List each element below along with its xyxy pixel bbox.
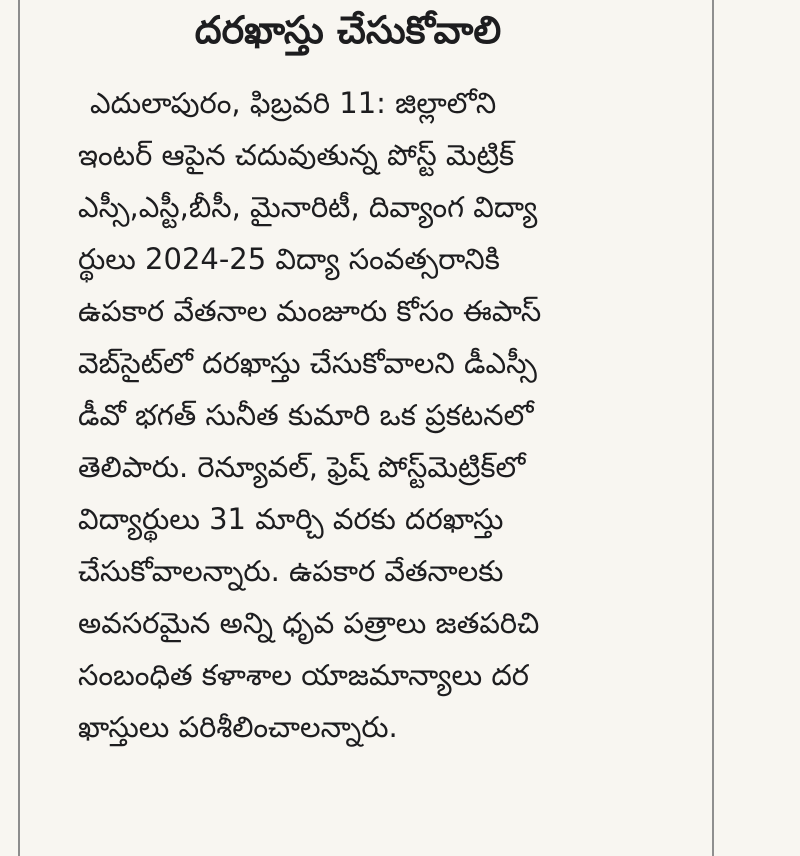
article-line: డీవో భగత్ సునీత కుమారి ఒక ప్రకటనలో [78, 398, 534, 432]
article-line: సంబంధిత కళాశాల యాజమాన్యాలు దర [78, 658, 529, 692]
article-line: ర్థులు 2024-25 విద్యా సంవత్సరానికి [78, 242, 500, 276]
left-border-rule [18, 0, 20, 856]
article-line: తెలిపారు. రెన్యూవల్, ఫ్రెష్ పోస్ట్‌మెట్రిక్‌లో [78, 450, 526, 484]
article-line: ఖాస్తులు పరిశీలించాలన్నారు. [78, 710, 398, 744]
article-line: ఎదులాపురం, ఫిబ్రవరి 11: జిల్లాలోని [90, 86, 497, 120]
article-line: వెబ్‌సైట్‌లో దరఖాస్తు చేసుకోవాలని డీఎస్సీ [78, 346, 537, 380]
article-body [78, 80, 702, 756]
article-line: విద్యార్థులు 31 మార్చి వరకు దరఖాస్తు [78, 502, 504, 536]
column-divider [712, 0, 714, 856]
article-line: చేసుకోవాలన్నారు. ఉపకార వేతనాలకు [78, 554, 504, 588]
article-line: ఇంటర్ ఆపైన చదువుతున్న పోస్ట్ మెట్రిక్ [78, 138, 515, 172]
article-line: అవసరమైన అన్ని ధృవ పత్రాలు జతపరిచి [78, 606, 540, 640]
article-line: ఉపకార వేతనాల మంజూరు కోసం ఈపాస్ [78, 294, 542, 328]
article-line: ఎస్సీ,ఎస్టీ,బీసీ, మైనారిటీ, దివ్యాంగ విద్యా [78, 190, 538, 224]
article-headline: దరఖాస్తు చేసుకోవాలి [194, 8, 502, 52]
